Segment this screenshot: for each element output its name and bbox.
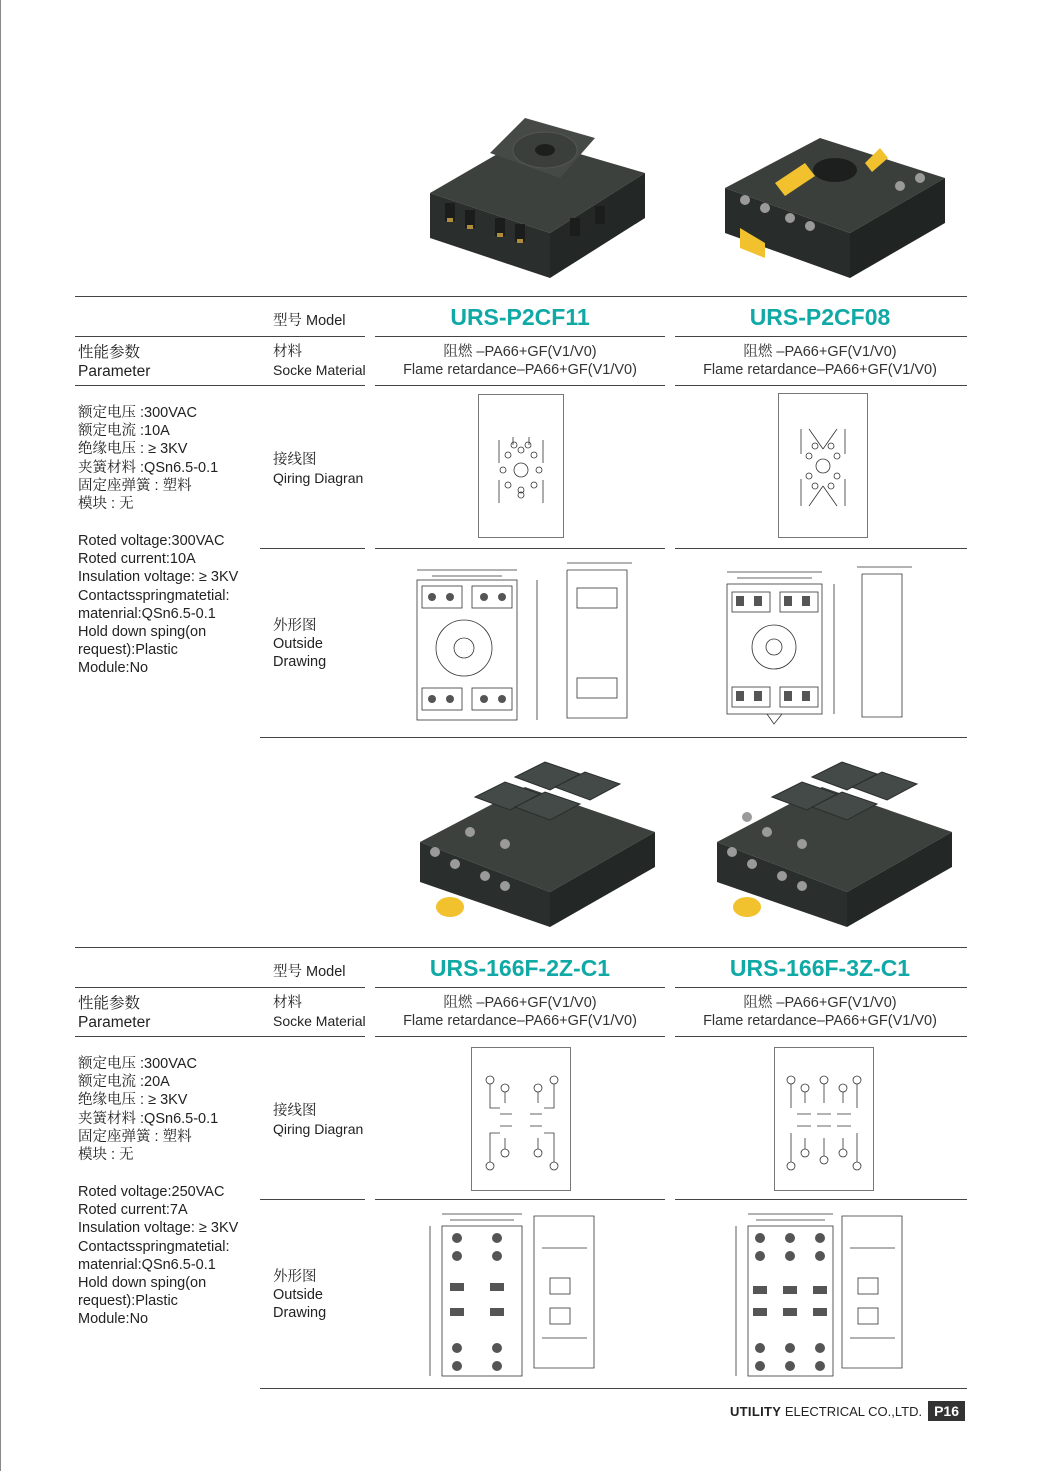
model-name-1: URS-P2CF11	[450, 304, 590, 330]
rule	[675, 987, 967, 988]
specs-cn: 额定电压 :300VAC 额定电流 :20A 绝缘电压 : ≥ 3KV 夹簧材料 :QSn6.5-0.1 固定座弹簧 : 塑料 模块 : 无	[78, 1056, 219, 1164]
rule	[260, 385, 365, 386]
outside-en-2: Drawing	[273, 654, 327, 670]
wiring-diagram-urs-p2cf11	[478, 394, 564, 538]
model-label: 型号 Model	[273, 964, 346, 980]
wiring-label	[273, 1102, 363, 1138]
specs-en: Roted voltage:250VAC Roted current:7A Insulation voltage: ≥ 3KV Contactsspringmatetial: matenrial:QSn6.5-0.1 Hold down sping(on request):Plastic Module:No	[78, 1184, 239, 1328]
rule	[675, 385, 967, 386]
parameter-en: Parameter	[78, 1014, 151, 1031]
outside-drawing-urs-166f-2z-c1	[422, 1208, 617, 1380]
socket-photo-urs-166f-3z-c1	[712, 752, 957, 932]
outside-cn: 外形图	[273, 1269, 317, 1285]
outside-en-1: Outside	[273, 636, 323, 652]
rule	[675, 1036, 967, 1037]
wiring-diagram-urs-166f-3z-c1	[774, 1047, 874, 1191]
rule	[75, 336, 365, 337]
outside-cn: 外形图	[273, 618, 317, 634]
parameter-en: Parameter	[78, 363, 151, 380]
wiring-en: Qiring Diagran	[273, 470, 364, 486]
material-value-4	[675, 994, 965, 1030]
material-cn-value: 阻燃 –PA66+GF(V1/V0)	[743, 995, 897, 1011]
material-value-3	[375, 994, 665, 1030]
material-value-1	[375, 343, 665, 379]
page-footer	[730, 1401, 965, 1421]
material-cn-value: 阻燃 –PA66+GF(V1/V0)	[743, 344, 897, 360]
material-en-value: Flame retardance–PA66+GF(V1/V0)	[403, 362, 637, 378]
wiring-cn: 接线图	[273, 452, 317, 468]
rule	[75, 385, 260, 386]
material-en: Socke Material	[273, 362, 366, 378]
rule	[260, 1036, 365, 1037]
model-name-2: URS-P2CF08	[749, 304, 891, 330]
material-value-2	[675, 343, 965, 379]
rule	[675, 548, 967, 549]
rule	[260, 737, 967, 738]
model-name-3: URS-166F-2Z-C1	[429, 955, 611, 981]
footer-company: ELECTRICAL CO.,LTD.	[781, 1403, 923, 1419]
rule	[375, 336, 665, 337]
socket-photo-urs-p2cf11	[420, 98, 655, 288]
footer-brand: UTILITY	[729, 1403, 782, 1419]
rule	[675, 336, 967, 337]
outside-en-2: Drawing	[273, 1305, 327, 1321]
model-label: 型号 Model	[273, 313, 346, 329]
parameter-heading	[78, 994, 150, 1032]
rule	[75, 1036, 260, 1037]
page-left-edge	[0, 0, 1, 1471]
rule	[75, 296, 967, 297]
rule	[375, 1199, 665, 1200]
rule	[375, 1036, 665, 1037]
rule	[375, 987, 665, 988]
wiring-cn: 接线图	[273, 1103, 317, 1119]
wiring-label	[273, 451, 363, 487]
parameter-cn: 性能参数	[78, 344, 141, 361]
rule	[75, 987, 365, 988]
rule	[260, 548, 365, 549]
material-en-value: Flame retardance–PA66+GF(V1/V0)	[403, 1013, 637, 1029]
page-number: P16	[928, 1401, 965, 1421]
material-cn-value: 阻燃 –PA66+GF(V1/V0)	[443, 995, 597, 1011]
outside-drawing-urs-p2cf11	[412, 558, 642, 728]
outside-en-1: Outside	[273, 1287, 323, 1303]
material-cn: 材料	[273, 344, 302, 360]
rule	[260, 1388, 967, 1389]
socket-photo-urs-p2cf08	[720, 108, 950, 288]
rule	[260, 1199, 365, 1200]
wiring-diagram-urs-p2cf08	[778, 393, 868, 538]
outside-label	[273, 1268, 326, 1322]
specs-en: Roted voltage:300VAC Roted current:10A Insulation voltage: ≥ 3KV Contactsspringmatetial: matenrial:QSn6.5-0.1 Hold down sping(on request):Plastic Module:No	[78, 533, 239, 677]
model-name-4: URS-166F-3Z-C1	[729, 955, 911, 981]
material-cn: 材料	[273, 995, 302, 1011]
material-en-value: Flame retardance–PA66+GF(V1/V0)	[703, 1013, 937, 1029]
material-en-value: Flame retardance–PA66+GF(V1/V0)	[703, 362, 937, 378]
material-en: Socke Material	[273, 1013, 366, 1029]
material-cn-value: 阻燃 –PA66+GF(V1/V0)	[443, 344, 597, 360]
material-label	[273, 994, 366, 1030]
outside-label	[273, 617, 326, 671]
specs-cn: 额定电压 :300VAC 额定电流 :10A 绝缘电压 : ≥ 3KV 夹簧材料 :QSn6.5-0.1 固定座弹簧 : 塑料 模块 : 无	[78, 405, 219, 513]
socket-photo-urs-166f-2z-c1	[415, 752, 660, 932]
outside-drawing-urs-p2cf08	[722, 562, 922, 732]
outside-drawing-urs-166f-3z-c1	[730, 1208, 925, 1380]
wiring-diagram-urs-166f-2z-c1	[471, 1047, 571, 1191]
wiring-en: Qiring Diagran	[273, 1121, 364, 1137]
parameter-cn: 性能参数	[78, 995, 141, 1012]
rule	[375, 385, 665, 386]
parameter-heading	[78, 343, 150, 381]
rule	[375, 548, 665, 549]
rule	[75, 947, 967, 948]
rule	[675, 1199, 967, 1200]
material-label	[273, 343, 366, 379]
